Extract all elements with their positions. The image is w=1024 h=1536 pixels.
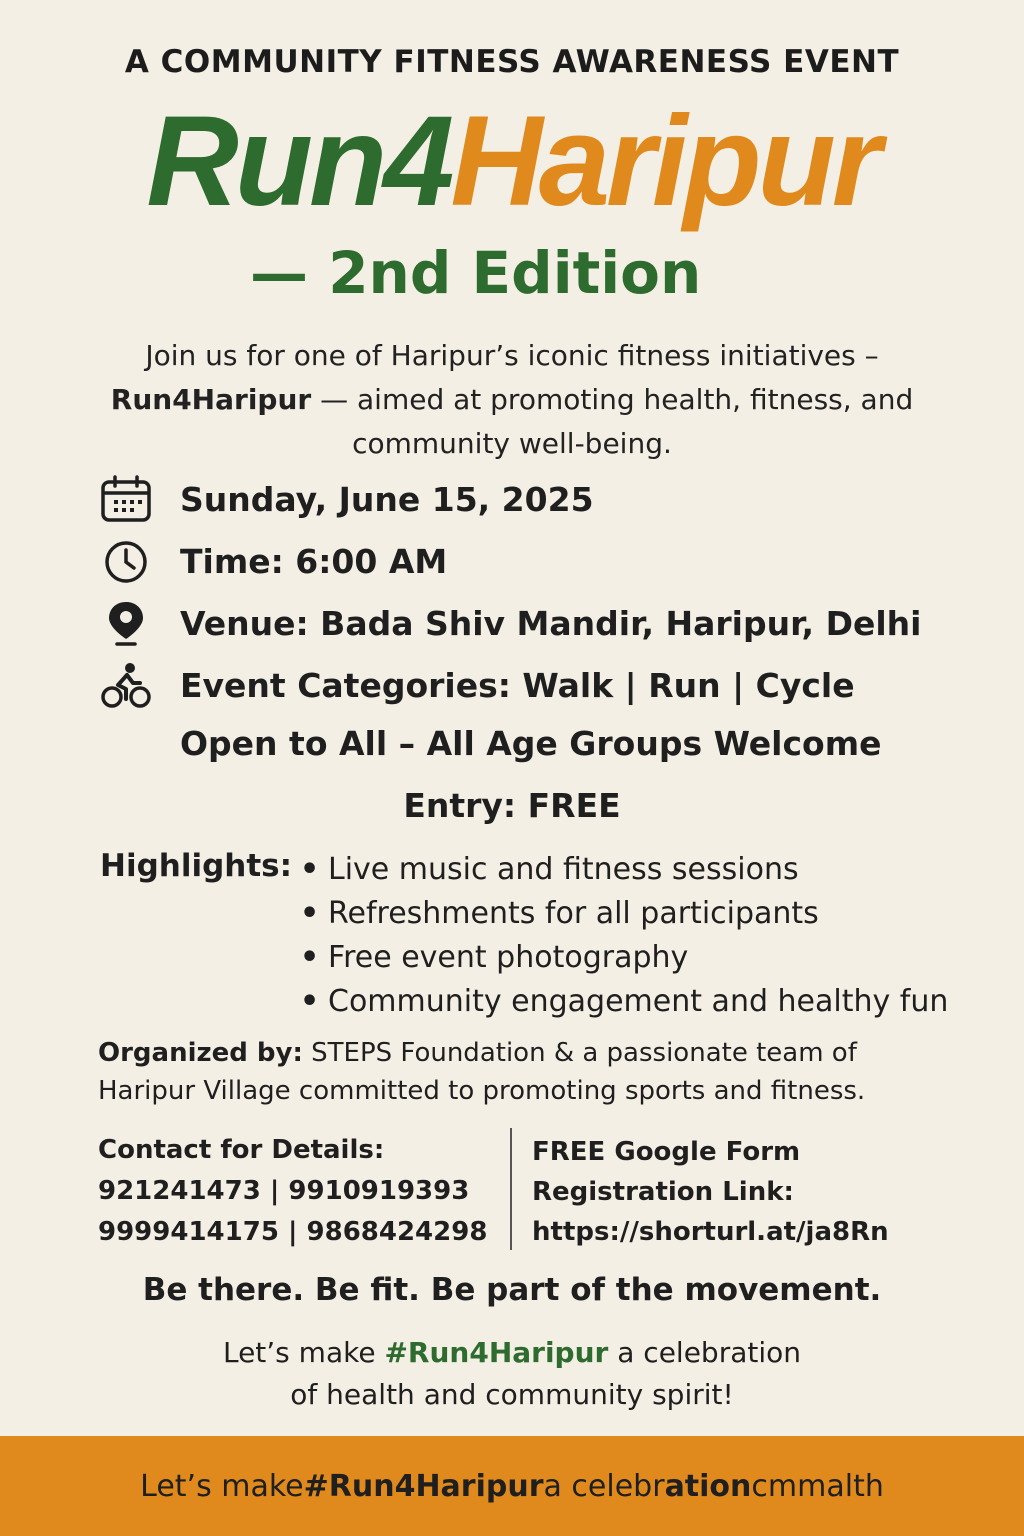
registration-url[interactable]: https://shorturl.at/ja8Rn — [532, 1217, 889, 1247]
clock-icon — [100, 536, 156, 586]
date-row — [100, 474, 594, 524]
registration-line-2: Registration Link: — [532, 1177, 794, 1207]
registration-line-1: FREE Google Form — [532, 1137, 801, 1167]
closing-post: a celebration — [608, 1336, 802, 1369]
registration-block — [532, 1132, 889, 1252]
footer-banner — [0, 1436, 1024, 1536]
organizer-block — [98, 1034, 938, 1110]
footer-hashtag: #Run4Haripur — [303, 1468, 544, 1504]
venue-row — [100, 598, 921, 648]
intro-line-1: Join us for one of Haripur’s iconic fitness initiatives – — [145, 339, 879, 372]
organizer-label: Organized by: — [98, 1038, 303, 1068]
event-venue: Venue: Bada Shiv Mandir, Haripur, Delhi — [180, 603, 922, 643]
categories-row — [100, 660, 855, 710]
intro-bold-name: Run4Haripur — [110, 383, 312, 416]
closing-line-2: of health and community spirit! — [290, 1378, 734, 1411]
location-pin-icon — [100, 598, 156, 648]
organizer-line-2: Haripur Village committed to promoting sports and fitness. — [98, 1076, 866, 1106]
open-to-all: Open to All – All Age Groups Welcome — [180, 724, 882, 763]
highlight-item: • Refreshments for all participants — [300, 892, 948, 936]
intro-line-2 — [0, 378, 1024, 422]
title-run4: Run4 — [146, 90, 451, 233]
organizer-line-1 — [98, 1034, 938, 1072]
closing-message — [0, 1332, 1024, 1416]
edition-subtitle: — 2nd Edition — [250, 239, 702, 307]
tagline: Be there. Be fit. Be part of the movement. — [142, 1272, 882, 1308]
time-row — [100, 536, 447, 586]
entry-fee: Entry: FREE — [403, 786, 621, 825]
organizer-text-1: STEPS Foundation & a passionate team of — [302, 1038, 857, 1068]
closing-pre: Let’s make — [222, 1336, 385, 1369]
contact-label: Contact for Details: — [98, 1135, 385, 1165]
intro-paragraph — [0, 334, 1024, 466]
highlight-item: • Live music and fitness sessions — [300, 848, 948, 892]
event-categories: Event Categories: Walk | Run | Cycle — [180, 665, 855, 705]
event-title — [0, 90, 1024, 233]
footer-pre: Let’s make — [140, 1468, 304, 1504]
cyclist-icon — [100, 660, 156, 710]
intro-line-2-text: — aimed at promoting health, fitness, and — [311, 383, 914, 416]
highlights-list — [300, 848, 948, 1024]
event-date: Sunday, June 15, 2025 — [180, 479, 594, 519]
footer-post: cmmalth — [751, 1468, 884, 1504]
contact-divider — [510, 1128, 512, 1250]
footer-bold: ation — [664, 1468, 752, 1504]
closing-hashtag: #Run4Haripur — [384, 1336, 609, 1369]
footer-mid: a celebr — [543, 1468, 665, 1504]
calendar-icon — [100, 474, 156, 524]
contact-phones-1: 921241473 | 9910919393 — [98, 1176, 470, 1206]
highlight-item: • Free event photography — [300, 936, 948, 980]
highlight-item: • Community engagement and healthy fun — [300, 980, 948, 1024]
title-haripur: Haripur — [450, 90, 878, 233]
contact-block — [98, 1130, 487, 1253]
intro-line-3: community well-being. — [352, 427, 672, 460]
closing-line-1 — [0, 1332, 1024, 1374]
event-kicker: A COMMUNITY FITNESS AWARENESS EVENT — [124, 44, 900, 80]
contact-phones-2: 9999414175 | 9868424298 — [98, 1217, 488, 1247]
highlights-label: Highlights: — [100, 848, 293, 884]
event-time: Time: 6:00 AM — [180, 541, 448, 581]
